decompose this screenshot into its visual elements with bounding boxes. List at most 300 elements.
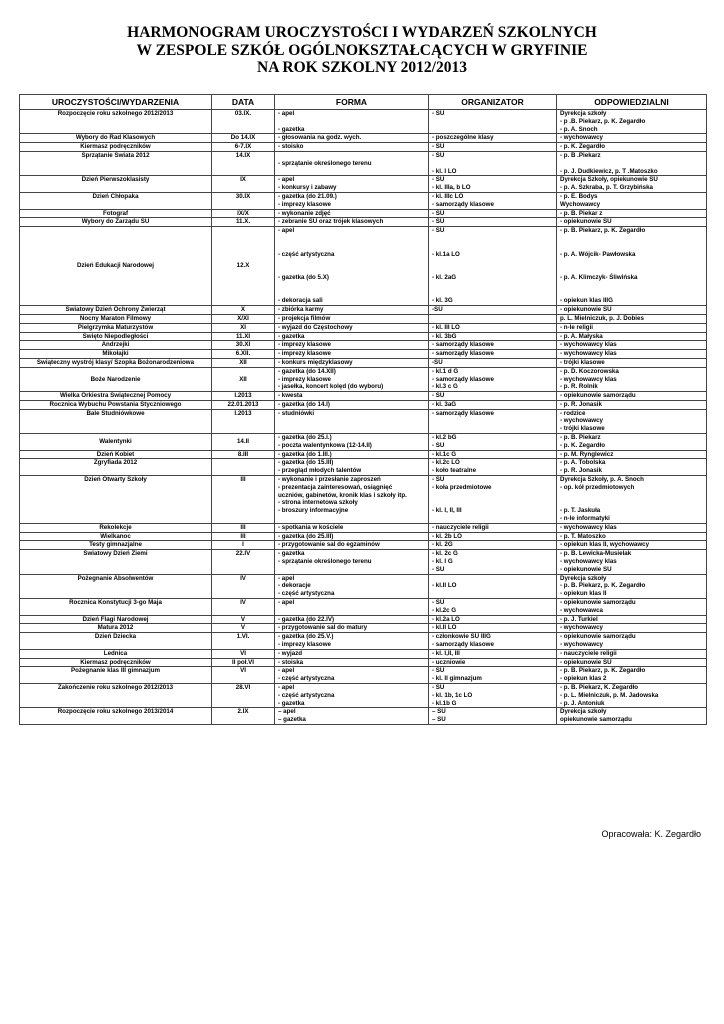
responsible-cell — [557, 323, 707, 332]
responsible-cell — [557, 459, 707, 476]
cell-line: - wychowawcy klas — [560, 350, 617, 358]
organizer-cell — [429, 323, 557, 332]
cell-line — [560, 282, 703, 290]
event-cell: Kiermasz podręczników — [20, 658, 212, 667]
form-cell — [275, 400, 429, 409]
cell-line: - wychowawcy klas — [560, 341, 617, 349]
cell-line: Dyrekcja Szkoły, p. A. Snoch — [560, 476, 644, 484]
event-cell: Pożegnanie klas III gimnazjum — [20, 667, 212, 684]
event-cell: Andrzejki — [20, 341, 212, 350]
cell-line: - kl. 2aG — [432, 273, 457, 281]
footer-author: Opracowała: K. Zegardło — [601, 829, 701, 839]
cell-line: - kl. 3bG — [432, 332, 457, 340]
form-cell — [275, 434, 429, 451]
form-cell — [275, 176, 429, 193]
date-cell: Do 14.IX — [212, 134, 275, 143]
cell-line: – SU — [432, 708, 446, 716]
cell-line: - gazetka — [278, 125, 305, 133]
cell-line: - samorządy klasowe — [432, 200, 494, 208]
cell-line: - p. A. Snoch — [560, 125, 598, 133]
date-cell: III — [212, 523, 275, 532]
cell-line: - konkurs międzyklasowy — [278, 358, 353, 366]
cell-line: - kl. 3G — [432, 297, 453, 305]
form-cell — [275, 550, 429, 574]
cell-line: - apel — [278, 176, 295, 184]
event-cell: Nocny Maraton Filmowy — [20, 314, 212, 323]
cell-line: - konkursy i zabawy — [278, 184, 337, 192]
event-cell: Bale Studniówkowe — [20, 409, 212, 433]
responsible-cell — [557, 615, 707, 624]
cell-line: - dekoracje — [278, 582, 311, 590]
table-row — [20, 532, 707, 541]
table-row — [20, 218, 707, 227]
cell-line: - kl. III LO — [432, 323, 460, 331]
event-cell: Święto Niepodległości — [20, 332, 212, 341]
cell-line: - p .B. Piekarz, p. K. Zegardło — [560, 117, 646, 125]
date-cell: X/XI — [212, 314, 275, 323]
cell-line: - wyjazd — [278, 649, 303, 657]
form-cell — [275, 624, 429, 633]
cell-line: Dyrekcja szkoły — [560, 574, 607, 582]
cell-line: - apel — [278, 667, 295, 675]
organizer-cell — [429, 341, 557, 350]
cell-line: - opiekunowie SU — [560, 218, 612, 226]
cell-line: - opiekun klas 2 — [560, 675, 607, 683]
cell-line — [432, 575, 553, 583]
table-row — [20, 367, 707, 391]
date-cell: 11.XI — [212, 332, 275, 341]
cell-line: - zbiórka karmy — [278, 306, 324, 314]
cell-line: - poczta walentynkowa (12-14.II) — [278, 441, 372, 449]
cell-line: – apel — [278, 708, 296, 716]
date-cell: 8.III — [212, 450, 275, 459]
cell-line: opiekunowie samorządu — [560, 716, 632, 724]
organizer-cell — [429, 314, 557, 323]
organizer-cell — [429, 306, 557, 315]
cell-line — [560, 492, 703, 500]
cell-line — [560, 499, 703, 507]
form-cell — [275, 523, 429, 532]
cell-line: - p. B. Piekarz, p. K. Zegardło — [560, 667, 646, 675]
organizer-cell — [429, 110, 557, 134]
date-cell: 22.01.2013 — [212, 400, 275, 409]
cell-line: - SU — [432, 209, 445, 217]
cell-line: - p. K. Zegardło — [560, 143, 606, 151]
organizer-cell — [429, 633, 557, 650]
responsible-cell — [557, 350, 707, 359]
form-cell — [275, 667, 429, 684]
cell-line: Dyrekcja szkoły — [560, 110, 607, 117]
organizer-cell — [429, 218, 557, 227]
cell-line: - opiekun klas IIIG — [560, 297, 613, 305]
cell-line: - rodzice — [560, 409, 586, 417]
table-row — [20, 708, 707, 725]
responsible-cell — [557, 476, 707, 524]
responsible-cell — [557, 708, 707, 725]
cell-line: - samorządy klasowe — [432, 341, 494, 349]
date-cell: 12.X — [212, 227, 275, 306]
cell-line: -SU — [432, 306, 443, 314]
organizer-cell — [429, 624, 557, 633]
cell-line: - głosowania na godz. wych. — [278, 134, 362, 142]
table-row — [20, 392, 707, 401]
table-row — [20, 400, 707, 409]
table-row — [20, 306, 707, 315]
form-cell — [275, 350, 429, 359]
date-cell: I.2013 — [212, 392, 275, 401]
form-cell — [275, 649, 429, 658]
event-cell: Dzień Edukacji Narodowej — [20, 227, 212, 306]
responsible-cell — [557, 306, 707, 315]
organizer-cell — [429, 599, 557, 616]
date-cell: XII — [212, 358, 275, 367]
cell-line: - p. B .Piekarz — [560, 151, 601, 159]
cell-line: - wychowawcy — [560, 134, 603, 142]
form-cell — [275, 227, 429, 306]
event-cell: Boże Narodzenie — [20, 367, 212, 391]
responsible-cell — [557, 550, 707, 574]
event-cell: Dzień Pierwszoklasisty — [20, 176, 212, 193]
organizer-cell — [429, 134, 557, 143]
date-cell: 1.VI. — [212, 633, 275, 650]
form-cell — [275, 476, 429, 524]
table-row — [20, 541, 707, 550]
cell-line: - część artystyczna — [278, 675, 335, 683]
responsible-cell — [557, 532, 707, 541]
cell-line: - SU — [432, 110, 445, 117]
table-row — [20, 434, 707, 451]
form-cell — [275, 392, 429, 401]
responsible-cell — [557, 523, 707, 532]
cell-line: - przygotowanie sal do egzaminów — [278, 541, 380, 549]
cell-line: - apel — [278, 227, 295, 235]
organizer-cell — [429, 649, 557, 658]
cell-line: - część artystyczna — [278, 590, 335, 598]
cell-line: - kl. 1b, 1c LO — [432, 691, 473, 699]
organizer-cell — [429, 400, 557, 409]
organizer-cell — [429, 574, 557, 598]
organizer-cell — [429, 176, 557, 193]
cell-line: p. L. Mielniczuk, p. J. Dobies — [560, 314, 644, 322]
cell-line: - koła przedmiotowe — [432, 483, 492, 491]
cell-line: - trójki klasowe — [560, 358, 605, 366]
cell-line: - strona internetowa szkoły — [278, 499, 358, 507]
table-row — [20, 143, 707, 152]
cell-line: - kl. I G — [432, 558, 453, 566]
table-row — [20, 332, 707, 341]
organizer-cell — [429, 708, 557, 725]
cell-line: - uczniowie — [432, 658, 466, 666]
event-cell: Rocznica Wybuchu Powstania Styczniowego — [20, 400, 212, 409]
cell-line: - SU — [432, 218, 445, 226]
cell-line: - imprezy klasowe — [278, 641, 331, 648]
cell-line — [278, 152, 425, 160]
event-cell: Światowy Dzień Ziemi — [20, 550, 212, 574]
cell-line: - p. B. Piekarz, p. K. Zegardło — [560, 582, 646, 590]
cell-line: - p. A. Wójcik- Pawłowska — [560, 250, 636, 258]
date-cell: XI — [212, 323, 275, 332]
cell-line: - p. R. Rolnik — [560, 383, 598, 391]
cell-line: - kl.II LO — [432, 582, 457, 590]
cell-line: - p. E. Bodys — [560, 192, 598, 200]
form-cell — [275, 314, 429, 323]
event-cell: Walentynki — [20, 434, 212, 451]
cell-line: - gazetka (do 25.III) — [278, 532, 334, 540]
cell-line: - gazetka (do 25.I.) — [278, 434, 332, 442]
cell-line: - samorządy klasowe — [432, 641, 494, 648]
cell-line: - p. A. Tobolska — [560, 459, 606, 467]
table-row — [20, 314, 707, 323]
table-row — [20, 450, 707, 459]
form-cell — [275, 341, 429, 350]
organizer-cell — [429, 367, 557, 391]
cell-line: uczniów, gabinetów, kronik klas i szkoły itp. — [278, 491, 407, 499]
cell-line: - przegląd młodych talentów — [278, 467, 362, 475]
cell-line: - imprezy klasowe — [278, 341, 331, 349]
cell-line: - opiekunowie samorządu — [560, 633, 636, 641]
responsible-cell — [557, 649, 707, 658]
table-row — [20, 476, 707, 524]
cell-line: Dyrekcja Szkoły, opiekunowie SU — [560, 176, 658, 184]
date-cell: II poł.VI — [212, 658, 275, 667]
event-cell: Zakończenie roku szkolnego 2012/2013 — [20, 683, 212, 707]
cell-line: - p. J. Turkiel — [560, 615, 598, 623]
table-row — [20, 599, 707, 616]
organizer-cell — [429, 192, 557, 209]
cell-line: - p. J. Dudkiewicz, p. T .Matoszko — [560, 167, 658, 175]
table-row — [20, 209, 707, 218]
header-form: FORMA — [275, 95, 429, 110]
form-cell — [275, 110, 429, 134]
cell-line: - p. T. Jaskuła — [560, 507, 601, 515]
organizer-cell — [429, 358, 557, 367]
form-cell — [275, 574, 429, 598]
table-header-row — [20, 95, 707, 110]
header-events: UROCZYSTOŚCI/WYDARZENIA — [20, 95, 212, 110]
title-line-2: W ZESPOLE SZKÓŁ OGÓLNOKSZTAŁCĄCYCH W GRYFINIE — [136, 41, 588, 59]
cell-line: - SU — [432, 392, 445, 400]
responsible-cell — [557, 332, 707, 341]
event-cell: Dzień Chłopaka — [20, 192, 212, 209]
date-cell: V — [212, 624, 275, 633]
cell-line — [560, 160, 703, 168]
responsible-cell — [557, 358, 707, 367]
cell-line: - imprezy klasowe — [278, 375, 331, 383]
event-cell: Wielka Orkiestra Świątecznej Pomocy — [20, 392, 212, 401]
responsible-cell — [557, 392, 707, 401]
table-row — [20, 358, 707, 367]
form-cell — [275, 151, 429, 175]
cell-line — [432, 282, 553, 290]
table-row — [20, 459, 707, 476]
document-title — [0, 24, 724, 77]
table-row — [20, 624, 707, 633]
event-cell: Testy gimnazjalne — [20, 541, 212, 550]
table-row — [20, 134, 707, 143]
cell-line: - gazetka — [278, 550, 305, 558]
cell-line: - apel — [278, 599, 295, 607]
event-cell: Dzień Kobiet — [20, 450, 212, 459]
form-cell — [275, 633, 429, 650]
form-cell — [275, 323, 429, 332]
cell-line: Wychowawcy — [560, 200, 601, 208]
responsible-cell — [557, 409, 707, 433]
cell-line: - n-le religii — [560, 323, 594, 331]
date-cell: 22.IV — [212, 550, 275, 574]
event-cell: Mikołajki — [20, 350, 212, 359]
organizer-cell — [429, 227, 557, 306]
cell-line: - kl.2c G — [432, 606, 457, 614]
cell-line: - gazetka (do 25.V.) — [278, 633, 334, 641]
cell-line: - opiekun klas II — [560, 590, 607, 598]
cell-line: - sprzątanie określonego terenu — [278, 558, 372, 566]
organizer-cell — [429, 459, 557, 476]
cell-line: - p. B. Piekarz, K. Zegardło — [560, 683, 639, 691]
date-cell: X — [212, 306, 275, 315]
cell-line: - kl. IIIc LO — [432, 192, 464, 200]
event-cell: Dzień Flagi Narodowej — [20, 615, 212, 624]
responsible-cell — [557, 434, 707, 451]
cell-line: - kl.1b G — [432, 699, 457, 707]
cell-line: - stoiska — [278, 658, 304, 666]
cell-line — [432, 160, 553, 168]
cell-line: - p. D. Koczorowska — [560, 367, 619, 375]
cell-line: - p. K. Zegardło — [560, 441, 606, 449]
responsible-cell — [557, 314, 707, 323]
header-responsible: ODPOWIEDZIALNI — [557, 95, 707, 110]
cell-line — [432, 499, 553, 507]
cell-line: - wychowawcy — [560, 417, 603, 425]
cell-line: - opiekun klas II, wychowawcy — [560, 541, 650, 549]
responsible-cell — [557, 633, 707, 650]
cell-line: - SU — [432, 143, 445, 151]
organizer-cell — [429, 523, 557, 532]
date-cell: 28.VI — [212, 683, 275, 707]
table-body — [20, 110, 707, 725]
cell-line: - broszury informacyjne — [278, 507, 349, 515]
cell-line: - wykonanie zdjęć — [278, 209, 331, 217]
organizer-cell — [429, 658, 557, 667]
cell-line — [278, 118, 425, 126]
cell-line — [278, 243, 425, 251]
cell-line: - opiekunowie SU — [560, 658, 612, 666]
date-cell — [212, 459, 275, 476]
cell-line: - imprezy klasowe — [278, 350, 331, 358]
table-row — [20, 574, 707, 598]
date-cell: VI — [212, 649, 275, 658]
cell-line: - kl. I LO — [432, 167, 457, 175]
cell-line: - dekoracja sali — [278, 297, 323, 305]
form-cell — [275, 599, 429, 616]
form-cell — [275, 450, 429, 459]
cell-line: - poszczególne klasy — [432, 134, 494, 142]
date-cell: 14.II — [212, 434, 275, 451]
date-cell: 6.XII. — [212, 350, 275, 359]
cell-line: – gazetka — [278, 716, 306, 724]
cell-line: - stoisko — [278, 143, 304, 151]
cell-line: - p. T. Matoszko — [560, 532, 606, 540]
responsible-cell — [557, 400, 707, 409]
responsible-cell — [557, 341, 707, 350]
responsible-cell — [557, 110, 707, 134]
responsible-cell — [557, 574, 707, 598]
event-cell: Rocznica Konstytucji 3-go Maja — [20, 599, 212, 616]
form-cell — [275, 683, 429, 707]
cell-line: - opiekunowie samorządu — [560, 599, 636, 607]
date-cell: I.2013 — [212, 409, 275, 433]
cell-line: - op. kół przedmiotowych — [560, 483, 635, 491]
cell-line: - kl. 3aG — [432, 400, 457, 408]
date-cell: V — [212, 615, 275, 624]
cell-line: - kl. I,II, III — [432, 649, 460, 657]
event-cell: Wybory do Zarządu SU — [20, 218, 212, 227]
organizer-cell — [429, 615, 557, 624]
date-cell: IX/X — [212, 209, 275, 218]
form-cell — [275, 306, 429, 315]
cell-line: - SU — [432, 476, 445, 484]
cell-line — [278, 282, 425, 290]
event-cell: Dzień Dziecka — [20, 633, 212, 650]
cell-line: - n-le informatyki — [560, 515, 610, 523]
cell-line: - gazetka (do 21.09.) — [278, 192, 337, 200]
table-row — [20, 110, 707, 134]
form-cell — [275, 459, 429, 476]
cell-line: - samorządy klasowe — [432, 409, 494, 417]
cell-line: -SU — [432, 358, 443, 366]
cell-line: - gazetka (do 22.IV) — [278, 615, 335, 623]
table-row — [20, 227, 707, 306]
event-cell: Pielgrzymka Maturzystów — [20, 323, 212, 332]
cell-line — [560, 290, 703, 298]
cell-line — [560, 235, 703, 243]
cell-line: Dyrekcja szkoły — [560, 708, 607, 716]
event-cell: Wybory do Rad Klasowych — [20, 134, 212, 143]
cell-line: - studniówki — [278, 409, 315, 417]
cell-line: - SU — [432, 667, 445, 675]
form-cell — [275, 143, 429, 152]
cell-line: - p. R. Jonasik — [560, 400, 602, 408]
cell-line: - apel — [278, 574, 295, 582]
event-cell: Pożegnanie Absolwentów — [20, 574, 212, 598]
cell-line: - opiekunowie SU — [560, 306, 612, 314]
cell-line: - część artystyczna — [278, 691, 335, 699]
date-cell: 03.IX. — [212, 110, 275, 134]
responsible-cell — [557, 624, 707, 633]
cell-line: - gazetka (do 14.I) — [278, 400, 330, 408]
cell-line: - nauczyciele religii — [432, 523, 489, 531]
cell-line: - wychowawca — [560, 606, 603, 614]
schedule-table — [19, 94, 707, 725]
form-cell — [275, 192, 429, 209]
responsible-cell — [557, 683, 707, 707]
date-cell: 30.IX — [212, 192, 275, 209]
cell-line: - kl. 2G — [432, 541, 453, 549]
cell-line: - p. B. Piekarz, p. K. Zegardło — [560, 227, 646, 235]
date-cell: III — [212, 532, 275, 541]
date-cell: I — [212, 541, 275, 550]
date-cell: IX — [212, 176, 275, 193]
form-cell — [275, 541, 429, 550]
cell-line: - SU — [432, 441, 445, 449]
cell-line: – SU — [432, 716, 446, 724]
cell-line: - wychowawcy klas — [560, 523, 617, 531]
cell-line: - p. A. Małyska — [560, 332, 603, 340]
cell-line — [560, 243, 703, 251]
event-cell: Dzień Otwarty Szkoły — [20, 476, 212, 524]
responsible-cell — [557, 599, 707, 616]
table-row — [20, 633, 707, 650]
cell-line: - SU — [432, 151, 445, 159]
